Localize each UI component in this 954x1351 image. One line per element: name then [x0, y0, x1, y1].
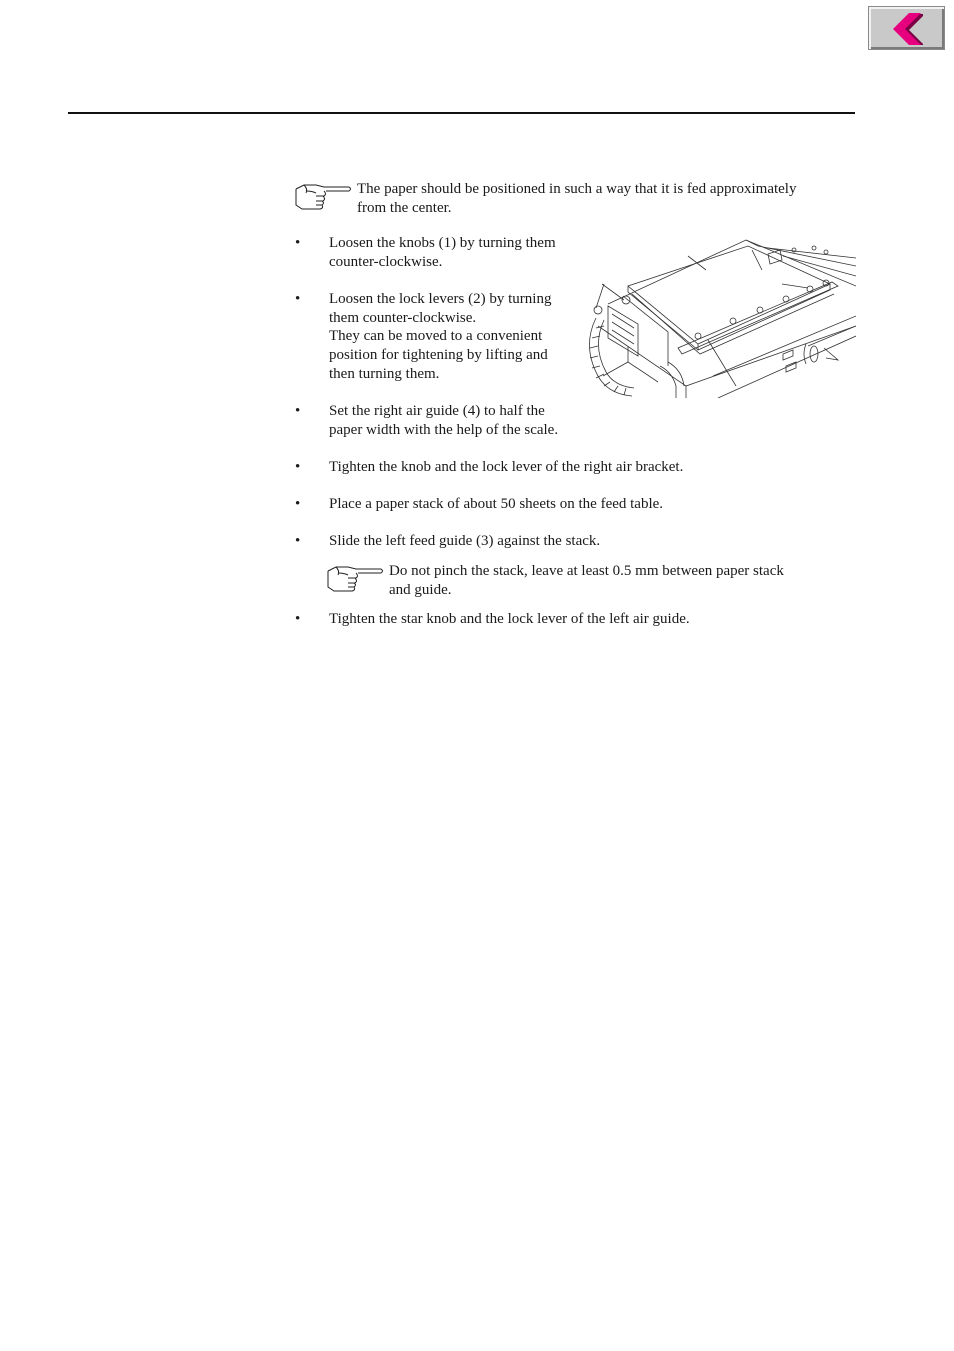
pointing-hand-icon — [294, 181, 352, 211]
step-text: Slide the left feed guide (3) against the stack. — [329, 533, 601, 549]
bullet: • — [295, 403, 301, 419]
step-text: then turning them. — [329, 366, 440, 382]
step-text: position for tightening by lifting and — [329, 347, 548, 363]
step-text: Tighten the knob and the lock lever of the right air bracket. — [329, 459, 684, 475]
pointing-hand-icon — [326, 563, 384, 593]
note-text: and guide. — [389, 582, 452, 598]
header-rule — [68, 112, 855, 114]
step-text: Place a paper stack of about 50 sheets on the feed table. — [329, 496, 664, 512]
bullet: • — [295, 611, 301, 627]
note-text: Do not pinch the stack, leave at least 0.5 mm between paper stack — [389, 563, 784, 579]
step-text: counter-clockwise. — [329, 254, 443, 270]
bullet: • — [295, 533, 301, 549]
chevron-left-icon — [893, 13, 923, 45]
bullet: • — [295, 235, 301, 251]
step-text: Loosen the lock levers (2) by turning — [329, 291, 552, 307]
step-text: paper width with the help of the scale. — [329, 422, 559, 438]
step-text: Set the right air guide (4) to half the — [329, 403, 545, 419]
step-text: They can be moved to a convenient — [329, 328, 543, 344]
note-text: The paper should be positioned in such a way that it is fed approximately — [357, 181, 797, 197]
bullet: • — [295, 496, 301, 512]
feed-table-illustration — [568, 236, 856, 398]
bullet: • — [295, 459, 301, 475]
note-text: from the center. — [357, 200, 452, 216]
back-button[interactable] — [868, 6, 945, 50]
step-text: Tighten the star knob and the lock lever of the left air guide. — [329, 611, 690, 627]
step-text: Loosen the knobs (1) by turning them — [329, 235, 556, 251]
step-text: them counter-clockwise. — [329, 310, 477, 326]
bullet: • — [295, 291, 301, 307]
